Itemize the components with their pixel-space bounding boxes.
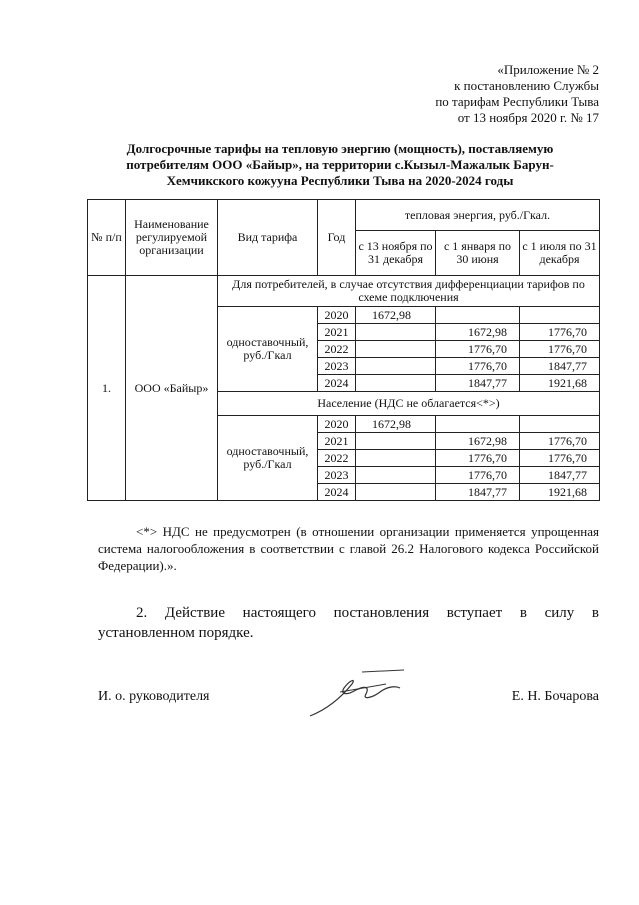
- footnote: <*> НДС не предусмотрен (в отношении организации применяется упрощенная система налогообложения в соответствии с главой 26.2 Налогового кодекса Российской Федерации).».: [98, 524, 599, 573]
- year-cell: 2024: [318, 375, 356, 392]
- row-number: 1.: [88, 276, 126, 501]
- tariff-type-cell: одноставочный, руб./Гкал: [218, 307, 318, 392]
- signatory-name: Е. Н. Бочарова: [511, 689, 599, 704]
- value-cell: 1776,70: [520, 341, 600, 358]
- organization-name: ООО «Байыр»: [126, 276, 218, 501]
- header-year: Год: [318, 200, 356, 276]
- value-cell: 1921,68: [520, 375, 600, 392]
- year-cell: 2022: [318, 450, 356, 467]
- header-num: № п/п: [88, 200, 126, 276]
- value-cell: [356, 324, 436, 341]
- value-cell: [436, 307, 520, 324]
- appendix-line: к постановлению Службы: [454, 78, 599, 93]
- clause-2: 2. Действие настоящего постановления вступает в силу в установленном порядке.: [98, 605, 599, 641]
- value-cell: [356, 467, 436, 484]
- value-cell: [356, 358, 436, 375]
- year-cell: 2023: [318, 358, 356, 375]
- value-cell: [356, 341, 436, 358]
- header-period-1: с 13 ноября по 31 декабря: [356, 231, 436, 276]
- value-cell: 1672,98: [356, 416, 436, 433]
- header-period-3: с 1 июля по 31 декабря: [520, 231, 600, 276]
- tariff-type-cell: одноставочный, руб./Гкал: [218, 416, 318, 501]
- value-cell: [520, 416, 600, 433]
- value-cell: [356, 484, 436, 501]
- appendix-line: по тарифам Республики Тыва: [435, 94, 599, 109]
- year-cell: 2021: [318, 324, 356, 341]
- year-cell: 2021: [318, 433, 356, 450]
- value-cell: 1672,98: [356, 307, 436, 324]
- value-cell: 1847,77: [436, 375, 520, 392]
- signatory-role: И. о. руководителя: [98, 689, 210, 704]
- document-title: Долгосрочные тарифы на тепловую энергию (мощность), поставляемую потребителям ООО «Байыр», на территории с.Кызыл-Мажалык Барун-Хемчикского кожууна Республики Тыва на 2020-2024 годы: [126, 141, 554, 188]
- value-cell: 1776,70: [436, 467, 520, 484]
- value-cell: 1776,70: [436, 358, 520, 375]
- value-cell: 1776,70: [520, 450, 600, 467]
- value-cell: 1672,98: [436, 324, 520, 341]
- appendix-reference: [435, 62, 599, 126]
- value-cell: 1672,98: [436, 433, 520, 450]
- header-energy: тепловая энергия, руб./Гкал.: [356, 200, 600, 231]
- year-cell: 2022: [318, 341, 356, 358]
- value-cell: 1776,70: [436, 341, 520, 358]
- year-cell: 2020: [318, 307, 356, 324]
- appendix-line: «Приложение № 2: [497, 62, 599, 77]
- value-cell: [356, 450, 436, 467]
- header-organization: Наименование регулируемой организации: [126, 200, 218, 276]
- value-cell: [356, 433, 436, 450]
- year-cell: 2024: [318, 484, 356, 501]
- year-cell: 2023: [318, 467, 356, 484]
- value-cell: 1847,77: [436, 484, 520, 501]
- value-cell: 1776,70: [436, 450, 520, 467]
- header-period-2: с 1 января по 30 июня: [436, 231, 520, 276]
- value-cell: [520, 307, 600, 324]
- appendix-line: от 13 ноября 2020 г. № 17: [457, 110, 599, 125]
- value-cell: 1847,77: [520, 358, 600, 375]
- value-cell: [436, 416, 520, 433]
- value-cell: 1921,68: [520, 484, 600, 501]
- header-tariff-type: Вид тарифа: [218, 200, 318, 276]
- value-cell: 1776,70: [520, 433, 600, 450]
- value-cell: 1847,77: [520, 467, 600, 484]
- value-cell: 1776,70: [520, 324, 600, 341]
- handwritten-signature: [300, 664, 410, 724]
- group-heading: Для потребителей, в случае отсутствия дифференциации тарифов по схеме подключения: [218, 276, 600, 307]
- tariff-table: [87, 199, 600, 501]
- value-cell: [356, 375, 436, 392]
- group-heading: Население (НДС не облагается<*>): [218, 392, 600, 416]
- year-cell: 2020: [318, 416, 356, 433]
